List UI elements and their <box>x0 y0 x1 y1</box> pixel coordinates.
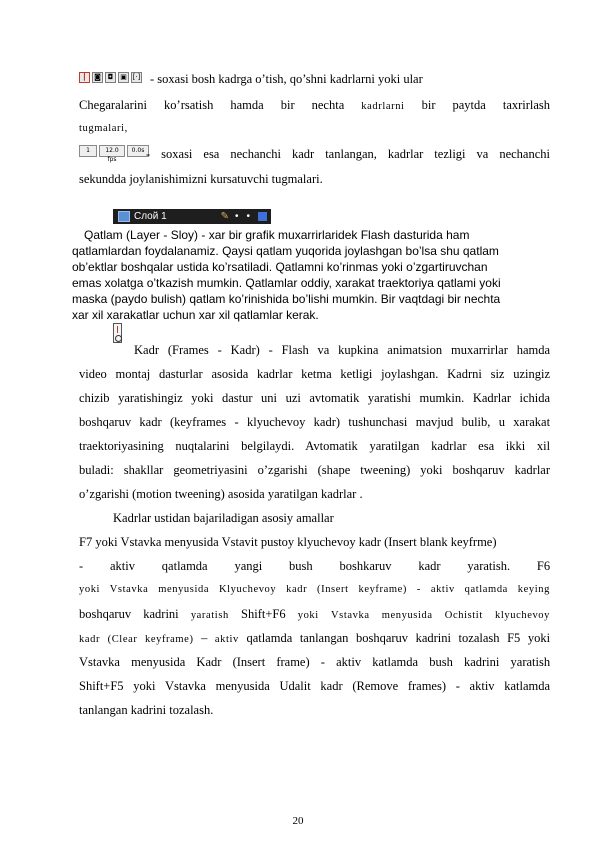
p5-line1: F7 yoki Vstavka menyusida Vstavit pustoy klyuchevoy kadr (Insert blank keyfrme) <box>79 535 497 549</box>
p1-line1: Chegaralarini ko’rsatish hamda bir nechta kadrlarni bir paytda taxrirlash <box>79 98 551 112</box>
current-frame-field: 1 <box>79 145 97 157</box>
edit-multiple-frames-icon[interactable]: ▣ <box>118 72 129 83</box>
page-number: 20 <box>292 815 304 827</box>
center-frame-icon[interactable]: ┃ <box>79 72 90 83</box>
frame-info-bar <box>79 144 151 163</box>
p3-line4: emas xolatga o’tkazish mumkin. Qatlamlar oddiy, xarakat traektoriya qatlami yoki <box>72 276 501 290</box>
p3-line1: Qatlam (Layer - Sloy) - xar bir grafik muxarrirlaridek Flash dasturida ham <box>84 228 470 242</box>
toolbar1-description: - soxasi bosh kadrga o’tish, qo’shni kadrlarni yoki ular <box>150 72 423 86</box>
lock-dot-icon[interactable]: • <box>246 211 250 222</box>
p5-line3: yoki Vstavka menyusida Klyuchevoy kadr (Insert keyframe) - aktiv qatlamda keying <box>79 584 550 595</box>
p3-line2: qatlamlardan foydalanamiz. Qaysi qatlam yuqorida joylashgan bo’lsa shu qatlam <box>72 244 499 258</box>
timeline-toolbar <box>79 70 144 84</box>
layer-bar[interactable] <box>113 209 271 224</box>
outline-square-icon[interactable] <box>258 212 267 221</box>
layer-name: Слой 1 <box>134 211 167 222</box>
pencil-icon: ✎ <box>220 211 229 222</box>
p5-line4: boshqaruv kadrini yaratish Shift+F6 yoki Vstavka menyusida Ochistit klyuchevoy <box>79 607 551 621</box>
onion-outline-icon[interactable]: ◘ <box>105 72 116 83</box>
p5-line2: - aktiv qatlamda yangi bush boshkaruv kadr yaratish. F6 <box>79 559 551 573</box>
p5-line6: Vstavka menyusida Kadr (Insert frame) - aktiv katlamda bush kadrini yaratish <box>79 655 551 669</box>
p5-line8: tanlangan kadrini tozalash. <box>79 703 214 717</box>
p4-line1: Kadr (Frames - Kadr) - Flash va kupkina animatsion muxarrirlar hamda <box>134 343 551 357</box>
p5-line5: kadr (Clear keyframe) – aktiv qatlamda tanlangan boshqaruv kadrini tozalash F5 yoki <box>79 631 551 645</box>
p4-line7: o’zgarishi (motion tweening) asosida yaratilgan kadrlar . <box>79 487 363 501</box>
p2-line1: - soxasi esa nechanchi kadr tanlangan, kadrlar tezligi va nechanchi <box>146 147 550 161</box>
layer-icon <box>118 211 130 222</box>
p4-line4: boshqaruv kadr (keyframes - klyuchevoy kadr) tushunchasi mavjud bulib, u xarakat <box>79 415 551 429</box>
p4-line2: video montaj dasturlar asosida kadrlar ketma ketligi joylashgan. Kadrni siz uzingiz <box>79 367 550 381</box>
p3-line5: maska (paydo bulish) qatlam ko’rinishida bo’lishi mumkin. Bir vaqtdagi bir nechta <box>72 292 501 306</box>
p3-line3: ob’ektlar boshqalar ustida ko’rsatiladi. Qatlamni ko’rinmas yoki o’zgartiruvchan <box>72 260 488 274</box>
p1-line2: tugmalari, <box>79 123 128 134</box>
p4-line3: chizib yaratishingiz yoki dastur uni uzi avtomatik yaratishi mumkin. Kadrlar ichida <box>79 391 551 405</box>
elapsed-time-field: 0.0s <box>127 145 149 157</box>
p4-line6: buladi: shakllar geometriyasini o’zgarishi (shape tweening) yoki boshqaruv kadrlar <box>79 463 551 477</box>
p4-line5: traektoriyasining nuqtalarini belgilaydi. Avtomatik yaratilgan kadrlar esa ikki xil <box>79 439 551 453</box>
visibility-dot-icon[interactable]: • <box>234 211 239 222</box>
p2-line2: sekundda joylanishimizni kursatuvchi tugmalari. <box>79 172 323 186</box>
p3-line6: xar xil xarakatlar uchun xar xil qatlamlar kerak. <box>72 308 319 322</box>
section-heading: Kadrlar ustidan bajariladigan asosiy amallar <box>113 511 334 525</box>
modify-markers-icon[interactable]: [·] <box>132 72 141 81</box>
frame-icon <box>113 323 122 343</box>
frame-rate-field: 12.0 fps <box>99 145 125 157</box>
onion-skin-icon[interactable]: ◙ <box>92 72 103 83</box>
p5-line7: Shift+F5 yoki Vstavka menyusida Udalit kadr (Remove frames) - aktiv katlamda <box>79 679 551 693</box>
